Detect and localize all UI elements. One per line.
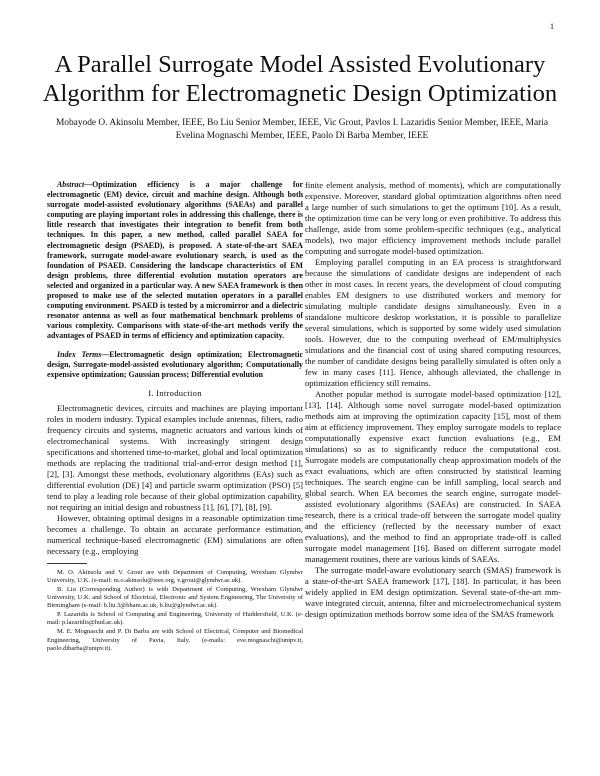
footnote: M. E. Mognaschi and P. Di Barba are with School of Electrical, Computer and Biomedical Engineering, University of Pavia, Italy. (e-mails: eve.mognaschi@unipv.it, paolo.dibarba@unipv.it). <box>47 628 303 652</box>
abstract-text: Optimization efficiency is a major challenge for electromagnetic (EM) device, circuit and machine design. Although both surrogate model-assisted evolutionary algorithms (SAEAs) and parallel computing are playing important roles in addressing this challenge, there is little research that investigates their integration to benefit from both techniques. In this paper, a new method, called parallel SAEA for electromagnetic design (PSAED), is proposed. A state-of-the-art SAEA framework, surrogate model-aware evolutionary search, is used as the foundation of PSAED. Considering the landscape characteristics of EM design problems, three differential evolution mutation operators are selected and organized in a particular way. A new SAEA framework is then proposed to make use of the selected mutation operators in a parallel computing environment. PSAED is tested by a micromirror and a dielectric resonator antenna as well as four mathematical benchmark problems of various complexity. Comparisons with state-of-the-art methods verify the advantages of PSAED in terms of efficiency and optimization capacity. <box>47 180 303 341</box>
index-terms-label: Index Terms— <box>57 349 110 359</box>
intro-paragraph: Electromagnetic devices, circuits and machines are playing important roles in modern industry. Typical examples include antennas, filters, radio frequency circuits and systems, magnetic actuators and various kinds of electromechanical systems. With increasingly stringent design specifications and shortened time-to-market, global and local optimization methods are replacing the traditional trial-and-error design method [1], [2], [3]. Amongst these methods, evolutionary algorithms (EAs) such as differential evolution (DE) [4] and particle swarm optimization (PSO) [5] tend to play a leading role because of their global optimization capability, not requiring an initial design and robustness [1], [6], [7], [8], [9]. <box>47 402 303 512</box>
abstract <box>47 180 303 342</box>
abstract-label: Abstract— <box>57 180 93 189</box>
paper-title: A Parallel Surrogate Model Assisted Evolutionary Algorithm for Electromagnetic Design Optimization <box>42 51 558 107</box>
index-terms-text: Electromagnetic design optimization; Electromagnetic design, Surrogate-model-assisted evolutionary algorithm; Computationally expensive optimization; Gaussian process; Differential evolution <box>47 349 303 379</box>
right-column <box>305 180 561 620</box>
author-list: Mobayode O. Akinsolu Member, IEEE, Bo Liu Senior Member, IEEE, Vic Grout, Pavlos I. Lazaridis Senior Member, IEEE, Maria Evelina Mognaschi Member, IEEE, Paolo Di Barba Member, IEEE <box>55 118 549 141</box>
left-column <box>47 180 303 654</box>
page-number: 1 <box>550 22 554 31</box>
body-paragraph: Employing parallel computing in an EA process is straightforward because the simulations of candidate designs are independent of each other in most cases. In recent years, the development of cloud computing enables EM designers to use distributed workers and memory for simulating multiple candidate designs simultaneously. Even in a standalone multicore desktop workstation, it is possible to parallelize several simulations, which is supported by some widely used simulation tools. However, due to the computing overhead of EM/multiphysics simulations and the financial cost of using shared computing resources, the number of candidate designs being parallelly simulated is often only a few in many cases [11]. Hence, although alleviated, the challenge in optimization efficiency still remains. <box>305 257 561 388</box>
body-paragraph: finite element analysis, method of moments), which are computationally expensive. Moreover, standard global optimization algorithms often need a large number of such simulations to get the optimum [10]. As a result, the optimization time can be very long or even prohibitive. To address this challenge, aside from some problem-specific techniques (e.g., analytical models), two major efficiency improvement methods include parallel computing and surrogate model-based optimization. <box>305 180 561 256</box>
footnote: P. Lazaridis is School of Computing and Engineering, University of Huddersfield, U.K. (e-mail: p.lazaridis@hud.ac.uk). <box>47 611 303 627</box>
index-terms <box>47 350 303 380</box>
section-heading: I. Introduction <box>148 387 202 398</box>
footnote-rule <box>47 563 87 564</box>
footnote: M. O. Akinsolu and V. Grout are with Department of Computing, Wrexham Glyndwr University, U.K. (e-mail: m.o.akinsolu@ieee.org, v.grout@glyndwr.ac.uk). <box>47 568 303 584</box>
footnote: B. Liu (Corresponding Author) is with Department of Computing, Wrexham Glyndwr University, U.K. and School of Electrical, Electronic and System Engineering, The University of Birmingham (e-mail: b.liu.3@bham.ac.uk, b.liu@glyndwr.ac.uk). <box>47 585 303 610</box>
intro-paragraph: However, obtaining optimal designs in a reasonable optimization time becomes a challenge. To obtain an accurate performance estimation, numerical technique-based electromagnetic (EM) simulations are often necessary (e.g., employing <box>47 512 303 556</box>
body-paragraph: The surrogate model-aware evolutionary search (SMAS) framework is a state-of-the-art SAEA framework [17], [18]. In particular, it has been widely applied in EM design optimization. Several state-of-the-art mm-wave integrated circuit, antenna, filter and microelectromechanical system design optimization methods borrow some idea of the SMAS framework <box>305 565 561 619</box>
body-paragraph: Another popular method is surrogate model-based optimization [12], [13], [14]. Although some novel surrogate model-based optimization methods aim at improving the optimization capacity [15], most of them aim at efficiency improvement. They employ surrogate models to replace computationally expensive exact function evaluations (e.g., EM simulations) so as to significantly reduce the computational cost. Surrogate models are computationally cheap approximation models of the exact evaluations, which are often constructed by statistical learning techniques. The search engine can be infill sampling, local search and global search. When EA becomes the search engine, surrogate model-assisted evolutionary algorithms (SAEAs) are constructed. In SAEA research, there is a critical trade-off between the surrogate model quality and the efficiency (reflected by the necessary number of exact evaluations), and the method to find an appropriate trade-off is called surrogate model management [16]. Based on different surrogate model management routines, there are various kinds of SAEAs. <box>305 389 561 564</box>
